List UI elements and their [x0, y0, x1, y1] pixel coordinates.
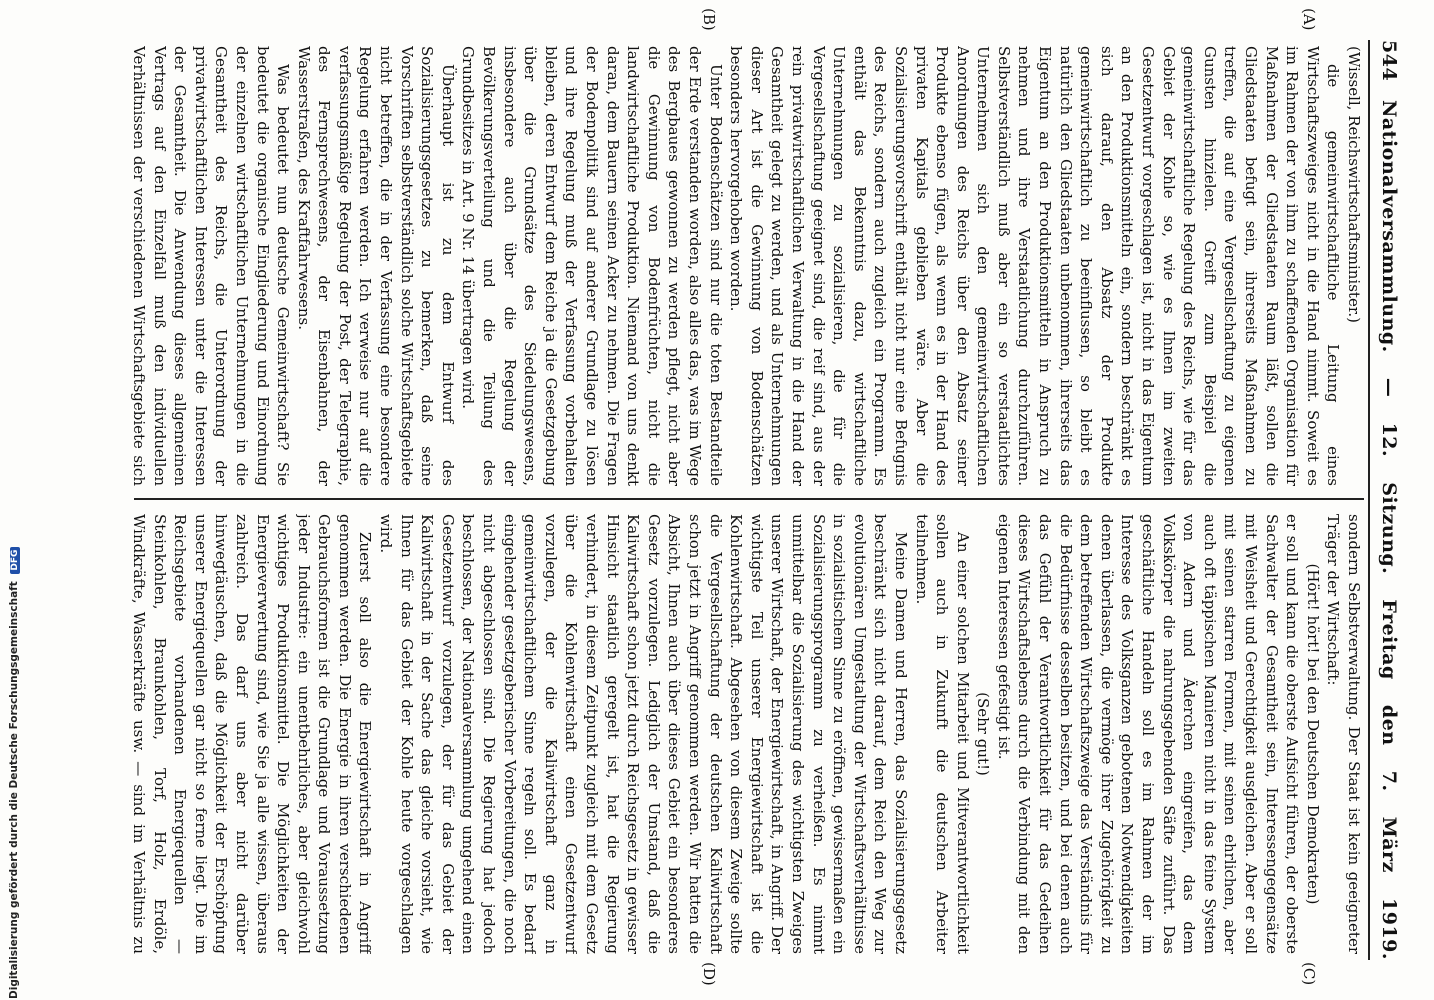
interjection: (Sehr gut!)	[974, 692, 993, 776]
margin-marker-b: (B)	[700, 8, 718, 31]
column-divider	[134, 498, 1364, 500]
rotated-document	[110, 0, 1410, 1000]
paragraph: Überhaupt ist zu dem Entwurf des Sozialisierungsgesetzes zu bemerken, daß seine Vorschriften selbstverständlich solche Wirtschaftsgebiete nicht betreffen, die in der Verfassung eine besondere Regelung erfahren werden. Ich verweise nur auf die verfassungsmäßige Regelung der Post, der Telegraphie, des Fernsprechwesens, der Eisenbahnen, der Wasserstraßen, des Kraftfahrwesens.	[294, 46, 457, 486]
paragraph: Unter Bodenschätzen sind nur die toten Bestandteile der Erde verstanden worden, also alles das, was im Wege des Bergbaues gewonnen zu werden pflegt, nicht aber die Gewinnung von Bodenfrüchten, nicht die landwirtschaftliche Produktion. Niemand von uns denkt daran, dem Bauern seinen Acker zu nehmen. Die Fragen der Bodenpolitik sind auf anderer Grundlage zu lösen und ihre Regelung muß der Verfassung vorbehalten bleiben, deren Entwurf dem Reiche ja die Gesetzgebung über die Grundsätze des Siedelungswesens, insbesondere auch über die Regelung der Bevölkerungsverteilung und die Teilung des Grundbesitzes in Art. 9 Nr. 14 übertragen wird.	[459, 46, 725, 486]
left-column	[129, 46, 1364, 486]
margin-marker-a: (A)	[1300, 8, 1318, 31]
paragraph: die gemeinwirtschaftliche Leitung eines Wirtschaftszweiges nicht in die Hand nimmt. Soweit es im Rahmen der von ihm zu schaffenden Organisation für Maßnahmen der Gliedstaaten Raum läßt, sollen die Gliedstaaten befugt sein, ihrerseits Maßnahmen zu treffen, die auf eine Vergesellschaftung zu eigenen Gunsten hinzielen. Greift zum Beispiel die gemeinwirtschaftliche Regelung des Reichs, wie für das Gebiet der Kohle so, wie es Ihnen im zweiten Gesetzentwurf vorgeschlagen ist, nicht in das Eigentum an den Produktionsmitteln ein, sondern beschränkt es sich darauf, den Absatz der Produkte gemeinwirtschaftlich zu beeinflussen, so bleibt es natürlich den Gliedstaaten unbenommen, ihrerseits das Eigentum an den Produktionsmitteln in Anspruch zu nehmen und ihre Verstaatlichung durchzuführen. Selbstverständlich muß aber ein so verstaatlichtes Unternehmen sich den gemeinwirtschaftlichen Anordnungen des Reichs über den Absatz seiner Produkte ebenso fügen, als wenn es in der Hand des privaten Kapitals geblieben wäre. Aber die Sozialisierungsvorschrift enthält nicht nur eine Befugnis des Reichs, sondern auch zugleich ein Programm. Es enthält das Bekenntnis dazu, wirtschaftliche Unternehmungen zu sozialisieren, die für die Vergesellschaftung geeignet sind, die reif sind, aus der rein privatwirtschaftlichen Verwaltung in die Hand der Gesamtheit gelegt zu werden, und als Unternehmungen dieser Art ist die Gewinnung von Bodenschätzen besonders hervorgehoben worden.	[727, 46, 1343, 486]
paragraph: Was bedeutet nun deutsche Gemeinwirtschaft? Sie bedeutet die organische Eingliederung und Einordnung der einzelnen wirtschaftlichen Unternehmungen in die Gesamtheit des Reichs, die Unterordnung der privatwirtschaftlichen Interessen unter die Interessen der Gesamtheit. Die Anwendung dieses allgemeinen Vertrags auf den Einzelfall muß den individuellen Verhältnissen der verschiedenen Wirtschaftsgebiete sich	[129, 46, 293, 486]
right-column	[129, 514, 1364, 954]
paragraph: An einer solchen Mitarbeit und Mitverantwortlichkeit sollen auch in Zukunft die deutschen Arbeiter teilnehmen.	[912, 514, 972, 954]
running-head: Nationalversammlung. — 12. Sitzung. Freitag den 7. März 1919.	[1378, 100, 1400, 960]
margin-marker-c: (C)	[1300, 962, 1318, 986]
header-rule	[1368, 40, 1370, 960]
paragraph: Zuerst soll also die Energiewirtschaft in Angriff genommen werden. Die Energie in ihren verschiedenen Gebrauchsformen ist die Grundlage und Voraussetzung jeder Industrie: ein unentbehrliches, aber gleichwohl wichtiges Produktionsmittel. Die Möglichkeiten der Energieverwertung sind, wie Sie ja alle wissen, überaus zahlreich. Das darf uns aber nicht darüber hinwegtäuschen, daß die Möglichkeit der Erschöpfung unserer Energiequellen gar nicht so ferne liegt. Die im Reichsgebiete vorhandenen Energiequellen — Steinkohlen, Braunkohlen, Torf, Holz, Erdöle, Windkräfte, Wasserkräfte usw. — sind im Verhältnis zu	[129, 514, 375, 954]
paragraph: sondern Selbstverwaltung. Der Staat ist kein geeigneter Träger der Wirtschaft:	[1324, 514, 1363, 954]
page-number: 544	[1378, 40, 1400, 82]
page-header	[1372, 40, 1402, 960]
digitization-text: Digitalisierung gefördert durch die Deutsche Forschungsgemeinschaft	[8, 581, 20, 999]
margin-marker-d: (D)	[700, 962, 718, 986]
paragraph: er soll und kann die oberste Aufsicht führen, der oberste Sachwalter der Gesamtheit sein, Interessengegensätze mit Weisheit und Gerechtigkeit ausgleichen. Aber er soll mit seinen starren Formen, mit seinen ehrlichen, aber auch oft täppischen Manieren nicht in das feine System von Adern und Äderchen eingreifen, das dem Volkskörper die nahrungsgebenden Säfte zuführt. Das geschäftliche Handeln soll es im Rahmen der im Interesse des Volksganzen gebotenen Notwendigkeiten denen überlassen, die vermöge ihrer Zugehörigkeit zu dem betreffenden Wirtschaftszweige das Verständnis für die Bedürfnisse desselben besitzen, und bei denen auch das Gefühl der Verantwortlichkeit für das Gedeihen dieses Wirtschaftslebens durch die Verbindung mit den eigenen Interessen gefestigt ist.	[994, 514, 1302, 954]
speaker-attribution: (Wissell, Reichswirtschaftsminister.)	[1345, 46, 1363, 323]
paragraph: Meine Damen und Herren, das Sozialisierungsgesetz beschränkt sich nicht darauf, dem Reich den Weg zur evolutionären Umgestaltung der Wirtschaftsverhältnisse in sozialistischem Sinne zu eröffnen, gewissermaßen ein Sozialisierungsprogramm zu verheißen. Es nimmt unmittelbar die Sozialisierung des wichtigsten Zweiges unserer Wirtschaft, der Energiewirtschaft, in Angriff. Der wichtigste Teil unserer Energiewirtschaft ist die Kohlenwirtschaft. Abgesehen von diesem Zweige sollte die Vergesellschaftung der deutschen Kaliwirtschaft schon jetzt in Angriff genommen werden. Wir hatten die Absicht, Ihnen auch über dieses Gebiet ein besonderes Gesetz vorzulegen. Lediglich der Umstand, daß die Kaliwirtschaft schon jetzt durch Reichsgesetz in gewisser Hinsicht staatlich geregelt ist, hat die Regierung verhindert, in diesem Zeitpunkt zugleich mit dem Gesetz über die Kohlenwirtschaft einen Gesetzentwurf vorzulegen, der die Kaliwirtschaft ganz in gemeinwirtschaftlichem Sinne regeln soll. Es bedarf eingehender gesetzgeberischer Vorbereitungen, die noch nicht abgeschlossen sind. Die Regierung hat jedoch beschlossen, der Nationalversammlung umgehend einen Gesetzentwurf vorzulegen, der für das Gebiet der Kaliwirtschaft in der Sache das gleiche vorsieht, wie Ihnen für das Gebiet der Kohle heute vorgeschlagen wird.	[377, 514, 910, 954]
interjection: (Hört! hört! bei den Deutschen Demokraten)	[1303, 563, 1322, 905]
dfg-logo: DFG	[10, 547, 20, 574]
digitization-note	[8, 0, 22, 999]
